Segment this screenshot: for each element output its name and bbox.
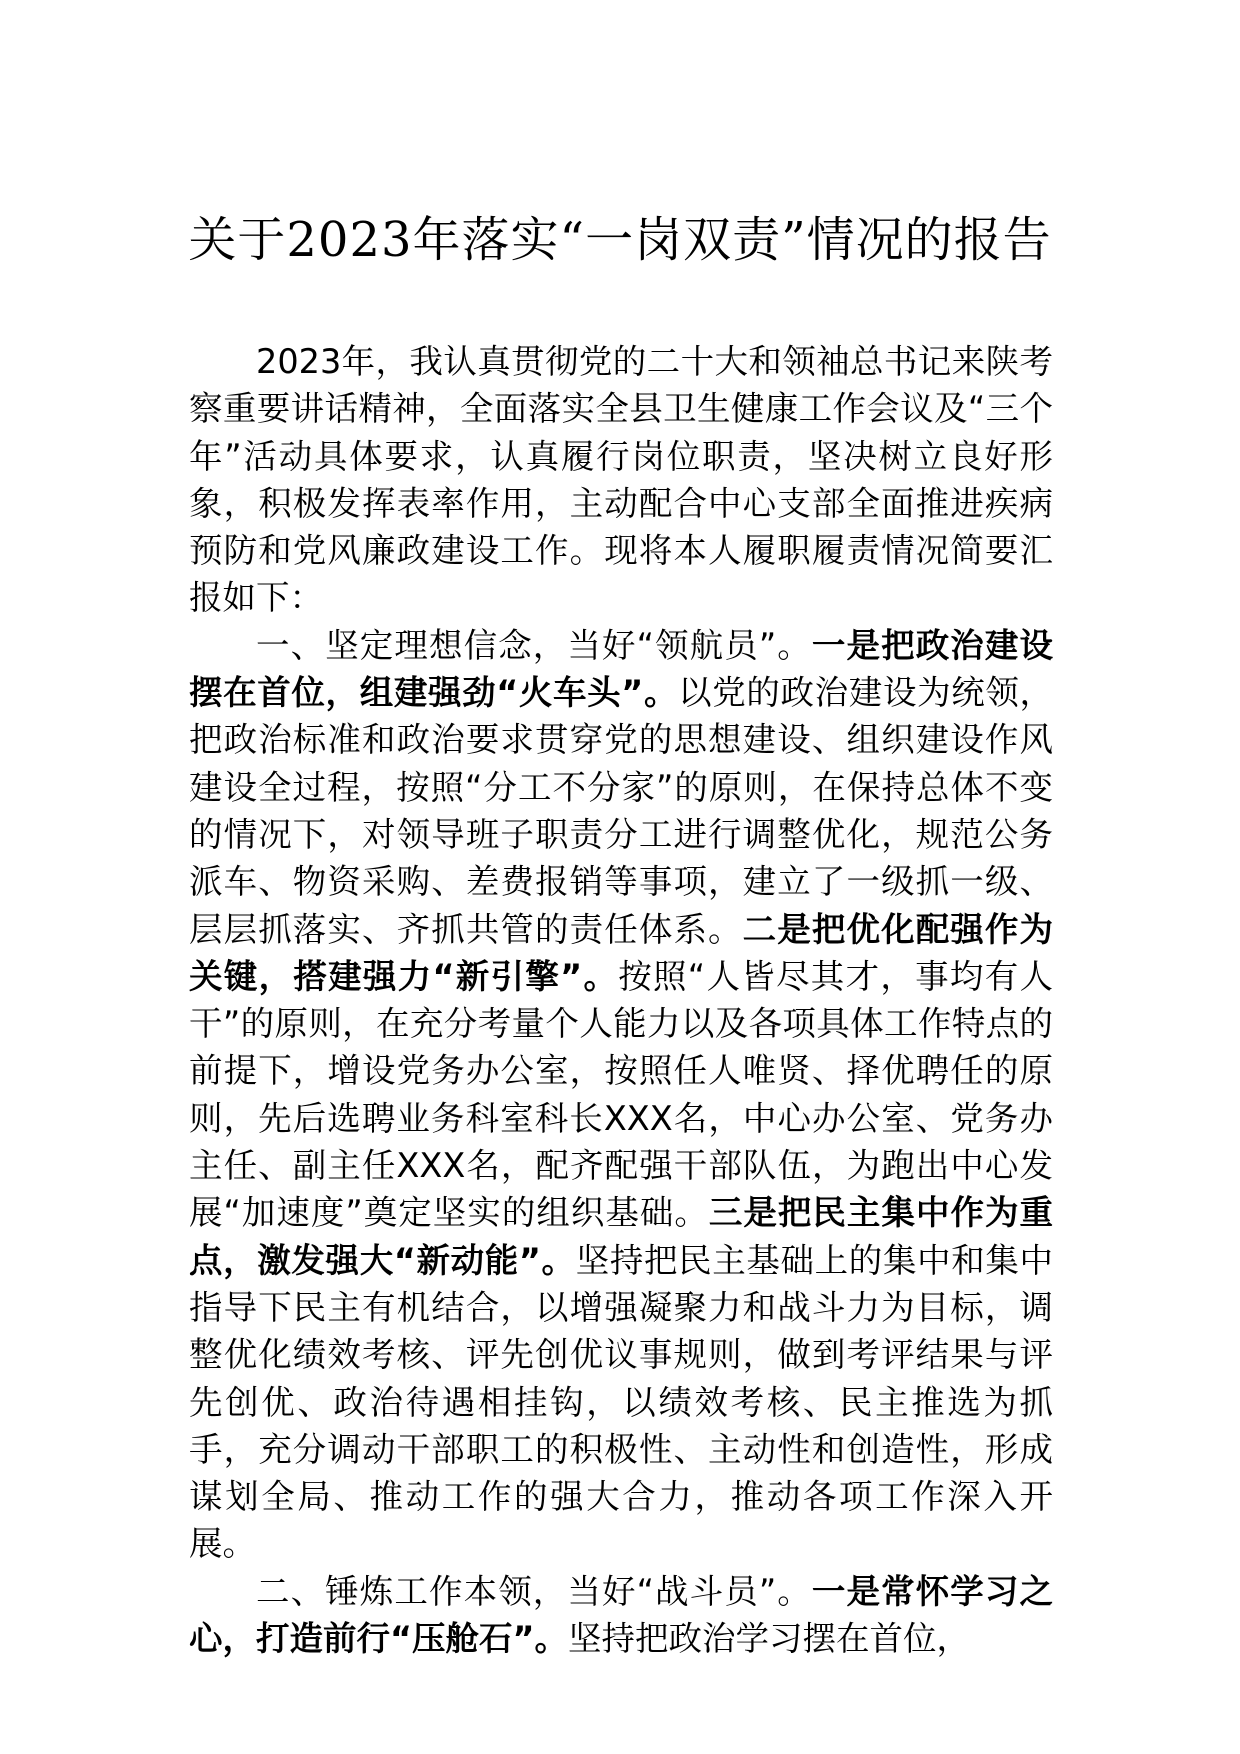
intro-paragraph: 2023年，我认真贯彻党的二十大和领袖总书记来陕考察重要讲话精神，全面落实全县卫生健康工作会议及“三个年”活动具体要求，认真履行岗位职责，坚决树立良好形象，积极发挥表率作用，主动配合中心支部全面推进疾病预防和党风廉政建设工作。现将本人履职履责情况简要汇报如下：	[189, 342, 1053, 618]
section-1-point-3-title: 三是把民主集中作为重点，激发强大“新动能”。	[189, 1193, 1053, 1280]
section-1-paragraph	[189, 622, 1053, 1568]
section-1-point-3-text: 坚持把民主基础上的集中和集中指导下民主有机结合，以增强凝聚力和战斗力为目标，调整优化绩效考核、评先创优议事规则，做到考评结果与评先创优、政治待遇相挂钩，以绩效考核、民主推选为抓手，充分调动干部职工的积极性、主动性和创造性，形成谋划全局、推动工作的强大合力，推动各项工作深入开展。	[189, 1240, 1053, 1564]
section-2-heading: 二、锤炼工作本领，当好“战斗员”。	[256, 1571, 812, 1611]
section-1-heading: 一、坚定理想信念，当好“领航员”。	[256, 625, 812, 665]
section-2-point-1-title: 一是常怀学习之心，打造前行“压舱石”。	[189, 1571, 1054, 1659]
document-body	[189, 338, 1053, 1662]
section-1-point-2-title: 二是把优化配强作为关键，搭建强力“新引擎”。	[189, 909, 1054, 996]
section-1-point-1-title: 一是把政治建设摆在首位，组建强劲“火车头”。	[189, 625, 1054, 713]
section-2-paragraph	[189, 1568, 1053, 1663]
section-2-point-1-text: 坚持把政治学习摆在首位，	[568, 1619, 971, 1659]
section-1-point-1-text: 以党的政治建设为统领，把政治标准和政治要求贯穿党的思想建设、组织建设作风建设全过程，按照“分工不分家”的原则，在保持总体不变的情况下，对领导班子职责分工进行调整优化，规范公务派车、物资采购、差费报销等事项，建立了一级抓一级、层层抓落实、齐抓共管的责任体系。	[189, 673, 1053, 949]
section-1-point-2-text: 按照“人皆尽其才，事均有人干”的原则，在充分考量个人能力以及各项具体工作特点的前提下，增设党务办公室，按照任人唯贤、择优聘任的原则，先后选聘业务科室科长XXX名，中心办公室、党务办主任、副主任XXX名，配齐配强干部队伍，为跑出中心发展“加速度”奠定坚实的组织基础。	[189, 956, 1053, 1233]
document-title: 关于2023年落实“一岗双责”情况的报告	[188, 212, 1052, 268]
